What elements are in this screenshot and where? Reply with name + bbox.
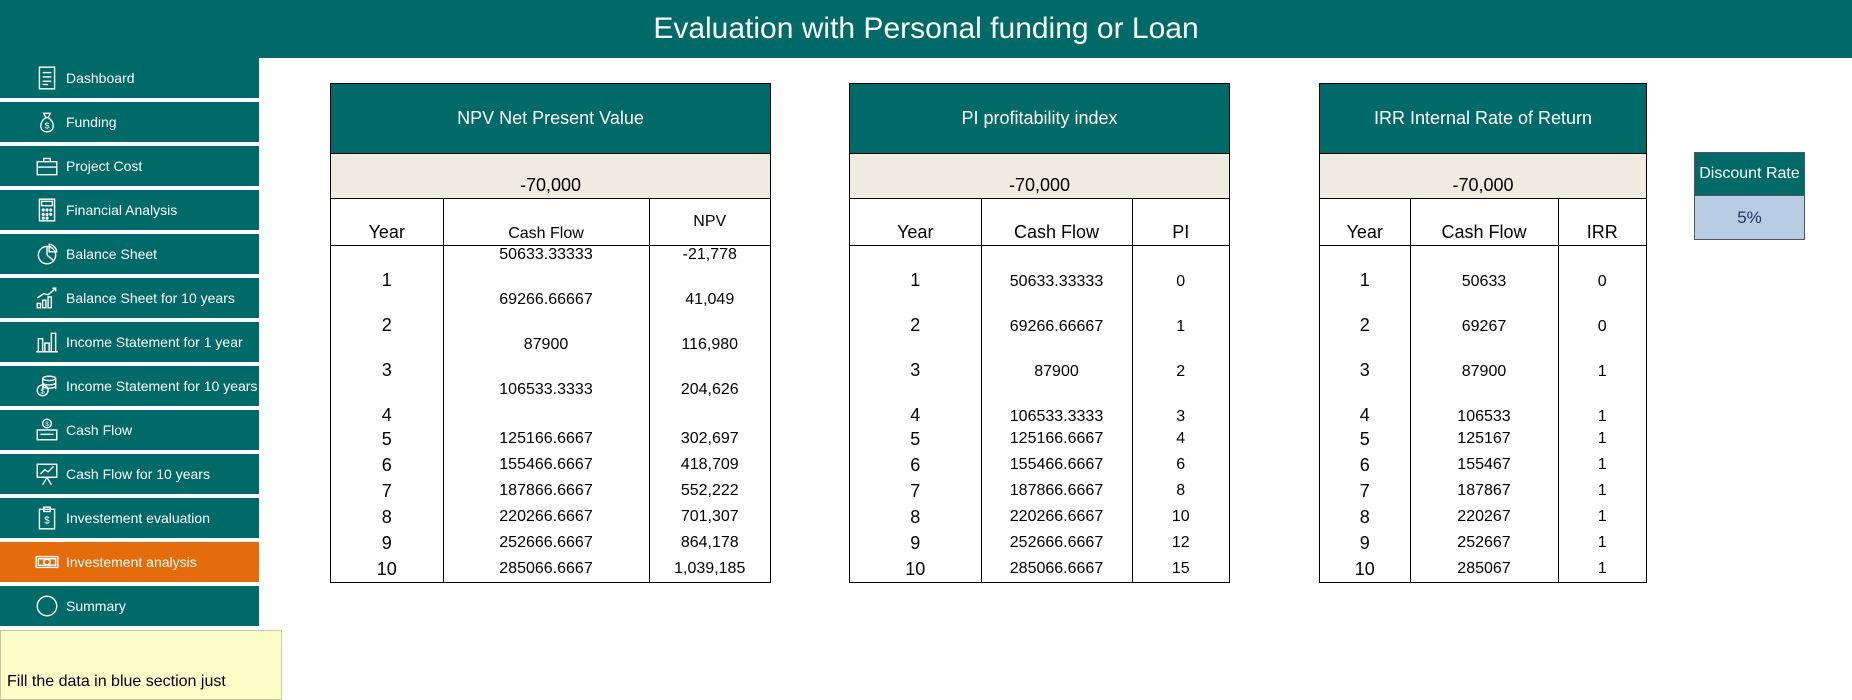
year-cell: 8 xyxy=(381,506,392,527)
year-cell: 10 xyxy=(905,558,926,579)
sidebar-item-label: Summary xyxy=(66,598,126,614)
money-clipboard-icon xyxy=(30,503,64,533)
pi-table-body xyxy=(850,246,1229,583)
pi-header-cash-flow: Cash Flow xyxy=(981,199,1132,246)
npv-title: NPV Net Present Value xyxy=(331,84,770,154)
pi-header-year: Year xyxy=(850,199,981,246)
npv-table-body xyxy=(331,246,770,583)
growth-chart-icon xyxy=(30,283,64,313)
value-cell: 41,049 xyxy=(649,291,770,336)
sidebar-item-funding[interactable] xyxy=(0,102,259,142)
value-cell: 0 xyxy=(1558,246,1646,292)
instruction-note: Fill the data in blue section just xyxy=(0,630,282,700)
irr-panel xyxy=(1319,83,1647,583)
irr-header-year: Year xyxy=(1320,199,1410,246)
table-row xyxy=(850,381,1229,426)
cash-flow-cell: 187867 xyxy=(1410,478,1558,504)
sidebar-item-investement-evaluation[interactable] xyxy=(0,498,259,538)
cash-flow-cell: 125167 xyxy=(1410,426,1558,452)
sidebar-item-label: Balance Sheet for 10 years xyxy=(66,290,235,306)
sidebar-item-cash-flow[interactable] xyxy=(0,410,259,450)
table-row xyxy=(331,336,770,381)
value-cell: 1 xyxy=(1558,504,1646,530)
year-cell: 2 xyxy=(910,315,921,335)
bar-chart-icon xyxy=(30,327,64,357)
value-cell: 12 xyxy=(1132,530,1229,556)
cash-flow-cell: 106533.3333 xyxy=(981,381,1132,426)
year-cell: 7 xyxy=(1359,480,1370,501)
year-cell: 5 xyxy=(910,428,921,449)
value-cell: 1 xyxy=(1558,426,1646,452)
sidebar-item-summary[interactable] xyxy=(0,586,259,626)
value-cell: 1 xyxy=(1132,291,1229,336)
cash-flow-cell: 69266.66667 xyxy=(981,291,1132,336)
table-row xyxy=(850,336,1229,381)
year-cell: 6 xyxy=(381,454,392,475)
table-row xyxy=(1320,336,1646,381)
cash-flow-cell: 220266.6667 xyxy=(443,504,649,530)
cash-flow-cell: 285066.6667 xyxy=(443,556,649,582)
year-cell: 8 xyxy=(910,506,921,527)
cash-flow-cell: 252667 xyxy=(1410,530,1558,556)
sidebar-item-income-statement-1-year[interactable] xyxy=(0,322,259,362)
year-cell: 1 xyxy=(1359,270,1370,290)
cash-flow-cell: 69267 xyxy=(1410,291,1558,336)
year-cell: 7 xyxy=(910,480,921,501)
value-cell: 116,980 xyxy=(649,336,770,381)
year-cell: 4 xyxy=(910,405,921,425)
sidebar-item-balance-sheet[interactable] xyxy=(0,234,259,274)
calculator-icon xyxy=(30,195,64,225)
table-row xyxy=(331,530,770,556)
pi-title: PI profitability index xyxy=(850,84,1229,154)
sidebar-item-label: Investement analysis xyxy=(66,554,197,570)
cash-flow-cell: 220267 xyxy=(1410,504,1558,530)
table-row xyxy=(1320,246,1646,292)
value-cell: 0 xyxy=(1558,291,1646,336)
cash-flow-cell: 155466.6667 xyxy=(981,452,1132,478)
table-row xyxy=(331,246,770,292)
table-row xyxy=(850,246,1229,292)
cash-register-icon xyxy=(30,415,64,445)
sidebar-item-label: Income Statement for 1 year xyxy=(66,334,243,350)
banknote-icon xyxy=(30,547,64,577)
year-cell: 7 xyxy=(381,480,392,501)
year-cell: 9 xyxy=(381,532,392,553)
table-row xyxy=(1320,478,1646,504)
cash-flow-cell: 252666.6667 xyxy=(443,530,649,556)
sidebar-nav xyxy=(0,58,259,630)
sidebar-item-dashboard[interactable] xyxy=(0,58,259,98)
value-cell: 552,222 xyxy=(649,478,770,504)
value-cell: 701,307 xyxy=(649,504,770,530)
irr-header-cash-flow: Cash Flow xyxy=(1410,199,1558,246)
value-cell: 3 xyxy=(1132,381,1229,426)
sidebar-item-label: Cash Flow for 10 years xyxy=(66,466,210,482)
presentation-board-icon xyxy=(30,459,64,489)
cash-flow-cell: 69266.66667 xyxy=(443,291,649,336)
npv-table xyxy=(331,199,770,582)
table-row xyxy=(1320,381,1646,426)
npv-initial-investment: -70,000 xyxy=(331,154,770,199)
table-row xyxy=(331,426,770,452)
table-row xyxy=(331,381,770,426)
table-row xyxy=(850,426,1229,452)
cash-flow-cell: 106533.3333 xyxy=(443,381,649,426)
table-row xyxy=(850,504,1229,530)
value-cell: 2 xyxy=(1132,336,1229,381)
irr-table xyxy=(1320,199,1646,582)
cash-flow-cell: 285067 xyxy=(1410,556,1558,582)
value-cell: 1 xyxy=(1558,452,1646,478)
sidebar-item-balance-sheet-10-years[interactable] xyxy=(0,278,259,318)
value-cell: 1 xyxy=(1558,381,1646,426)
sidebar-item-label: Income Statement for 10 years xyxy=(66,378,258,394)
cash-flow-cell: 125166.6667 xyxy=(981,426,1132,452)
cash-flow-cell: 87900 xyxy=(981,336,1132,381)
value-cell: 1 xyxy=(1558,530,1646,556)
year-cell: 9 xyxy=(910,532,921,553)
table-row xyxy=(850,556,1229,582)
money-bag-icon xyxy=(30,107,64,137)
svg-text:$: $ xyxy=(40,386,45,396)
cash-flow-cell: 220266.6667 xyxy=(981,504,1132,530)
year-cell: 4 xyxy=(381,405,392,425)
table-row xyxy=(331,291,770,336)
cash-flow-cell: 155467 xyxy=(1410,452,1558,478)
year-cell: 3 xyxy=(1359,360,1370,380)
value-cell: 8 xyxy=(1132,478,1229,504)
pi-header-pi: PI xyxy=(1132,199,1229,246)
circle-icon xyxy=(30,591,64,621)
year-cell: 1 xyxy=(381,270,392,290)
sidebar-item-label: Funding xyxy=(66,114,117,130)
pi-table xyxy=(850,199,1229,582)
year-cell: 2 xyxy=(381,315,392,335)
value-cell: 302,697 xyxy=(649,426,770,452)
npv-header-year: Year xyxy=(331,199,443,246)
year-cell: 10 xyxy=(376,558,397,579)
pi-initial-investment: -70,000 xyxy=(850,154,1229,199)
sidebar-item-label: Project Cost xyxy=(66,158,143,174)
cash-flow-cell: 87900 xyxy=(1410,336,1558,381)
discount-rate-label: Discount Rate xyxy=(1694,152,1805,196)
year-cell: 10 xyxy=(1354,558,1375,579)
npv-header-cash-flow: Cash Flow xyxy=(443,199,649,246)
table-row xyxy=(1320,556,1646,582)
value-cell: 418,709 xyxy=(649,452,770,478)
sidebar-item-income-statement-10-years[interactable] xyxy=(0,366,259,406)
cash-flow-cell: 50633.33333 xyxy=(443,246,649,292)
value-cell: 6 xyxy=(1132,452,1229,478)
cash-flow-cell: 50633.33333 xyxy=(981,246,1132,292)
pie-chart-icon xyxy=(30,239,64,269)
discount-rate-input[interactable]: 5% xyxy=(1694,196,1805,240)
table-row xyxy=(850,291,1229,336)
document-icon xyxy=(30,63,64,93)
page-title: Evaluation with Personal funding or Loan xyxy=(0,0,1852,58)
sidebar-item-investement-analysis[interactable] xyxy=(0,542,259,582)
value-cell: 0 xyxy=(1132,246,1229,292)
value-cell: 1 xyxy=(1558,556,1646,582)
coins-stack-icon xyxy=(30,371,64,401)
table-row xyxy=(331,504,770,530)
value-cell: 15 xyxy=(1132,556,1229,582)
discount-rate-box xyxy=(1694,152,1805,240)
value-cell: 10 xyxy=(1132,504,1229,530)
table-row xyxy=(1320,504,1646,530)
cash-flow-cell: 187866.6667 xyxy=(981,478,1132,504)
pi-panel xyxy=(849,83,1230,583)
year-cell: 5 xyxy=(381,428,392,449)
year-cell: 4 xyxy=(1359,405,1370,425)
sidebar-item-financial-analysis[interactable] xyxy=(0,190,259,230)
svg-text:$: $ xyxy=(44,515,50,527)
year-cell: 3 xyxy=(381,360,392,380)
irr-initial-investment: -70,000 xyxy=(1320,154,1646,199)
table-row xyxy=(1320,530,1646,556)
sidebar-item-label: Financial Analysis xyxy=(66,202,178,218)
value-cell: 204,626 xyxy=(649,381,770,426)
value-cell: 1 xyxy=(1558,336,1646,381)
cash-flow-cell: 252666.6667 xyxy=(981,530,1132,556)
value-cell: 4 xyxy=(1132,426,1229,452)
irr-header-irr: IRR xyxy=(1558,199,1646,246)
npv-panel xyxy=(330,83,771,583)
year-cell: 3 xyxy=(910,360,921,380)
irr-table-body xyxy=(1320,246,1646,583)
cash-flow-cell: 106533 xyxy=(1410,381,1558,426)
table-row xyxy=(331,478,770,504)
value-cell: 864,178 xyxy=(649,530,770,556)
svg-text:$: $ xyxy=(44,120,50,131)
table-row xyxy=(850,452,1229,478)
cash-flow-cell: 155466.6667 xyxy=(443,452,649,478)
year-cell: 1 xyxy=(910,270,921,290)
value-cell: 1,039,185 xyxy=(649,556,770,582)
sidebar-item-label: Investement evaluation xyxy=(66,510,210,526)
cash-flow-cell: 125166.6667 xyxy=(443,426,649,452)
year-cell: 2 xyxy=(1359,315,1370,335)
npv-header-npv: NPV xyxy=(649,199,770,246)
table-row xyxy=(331,452,770,478)
table-row xyxy=(850,478,1229,504)
table-row xyxy=(331,556,770,582)
briefcase-icon xyxy=(30,151,64,181)
cash-flow-cell: 87900 xyxy=(443,336,649,381)
svg-text:$: $ xyxy=(45,421,49,429)
cash-flow-cell: 285066.6667 xyxy=(981,556,1132,582)
year-cell: 5 xyxy=(1359,428,1370,449)
value-cell: 1 xyxy=(1558,478,1646,504)
year-cell: 6 xyxy=(1359,454,1370,475)
sidebar-item-label: Balance Sheet xyxy=(66,246,158,262)
table-row xyxy=(850,530,1229,556)
sidebar-item-label: Cash Flow xyxy=(66,422,133,438)
table-row xyxy=(1320,452,1646,478)
sidebar-item-label: Dashboard xyxy=(66,70,135,86)
sidebar-item-project-cost[interactable] xyxy=(0,146,259,186)
table-row xyxy=(1320,426,1646,452)
year-cell: 8 xyxy=(1359,506,1370,527)
irr-title: IRR Internal Rate of Return xyxy=(1320,84,1646,154)
value-cell: -21,778 xyxy=(649,246,770,292)
year-cell: 9 xyxy=(1359,532,1370,553)
sidebar-item-cash-flow-10-years[interactable] xyxy=(0,454,259,494)
cash-flow-cell: 50633 xyxy=(1410,246,1558,292)
table-row xyxy=(1320,291,1646,336)
year-cell: 6 xyxy=(910,454,921,475)
cash-flow-cell: 187866.6667 xyxy=(443,478,649,504)
